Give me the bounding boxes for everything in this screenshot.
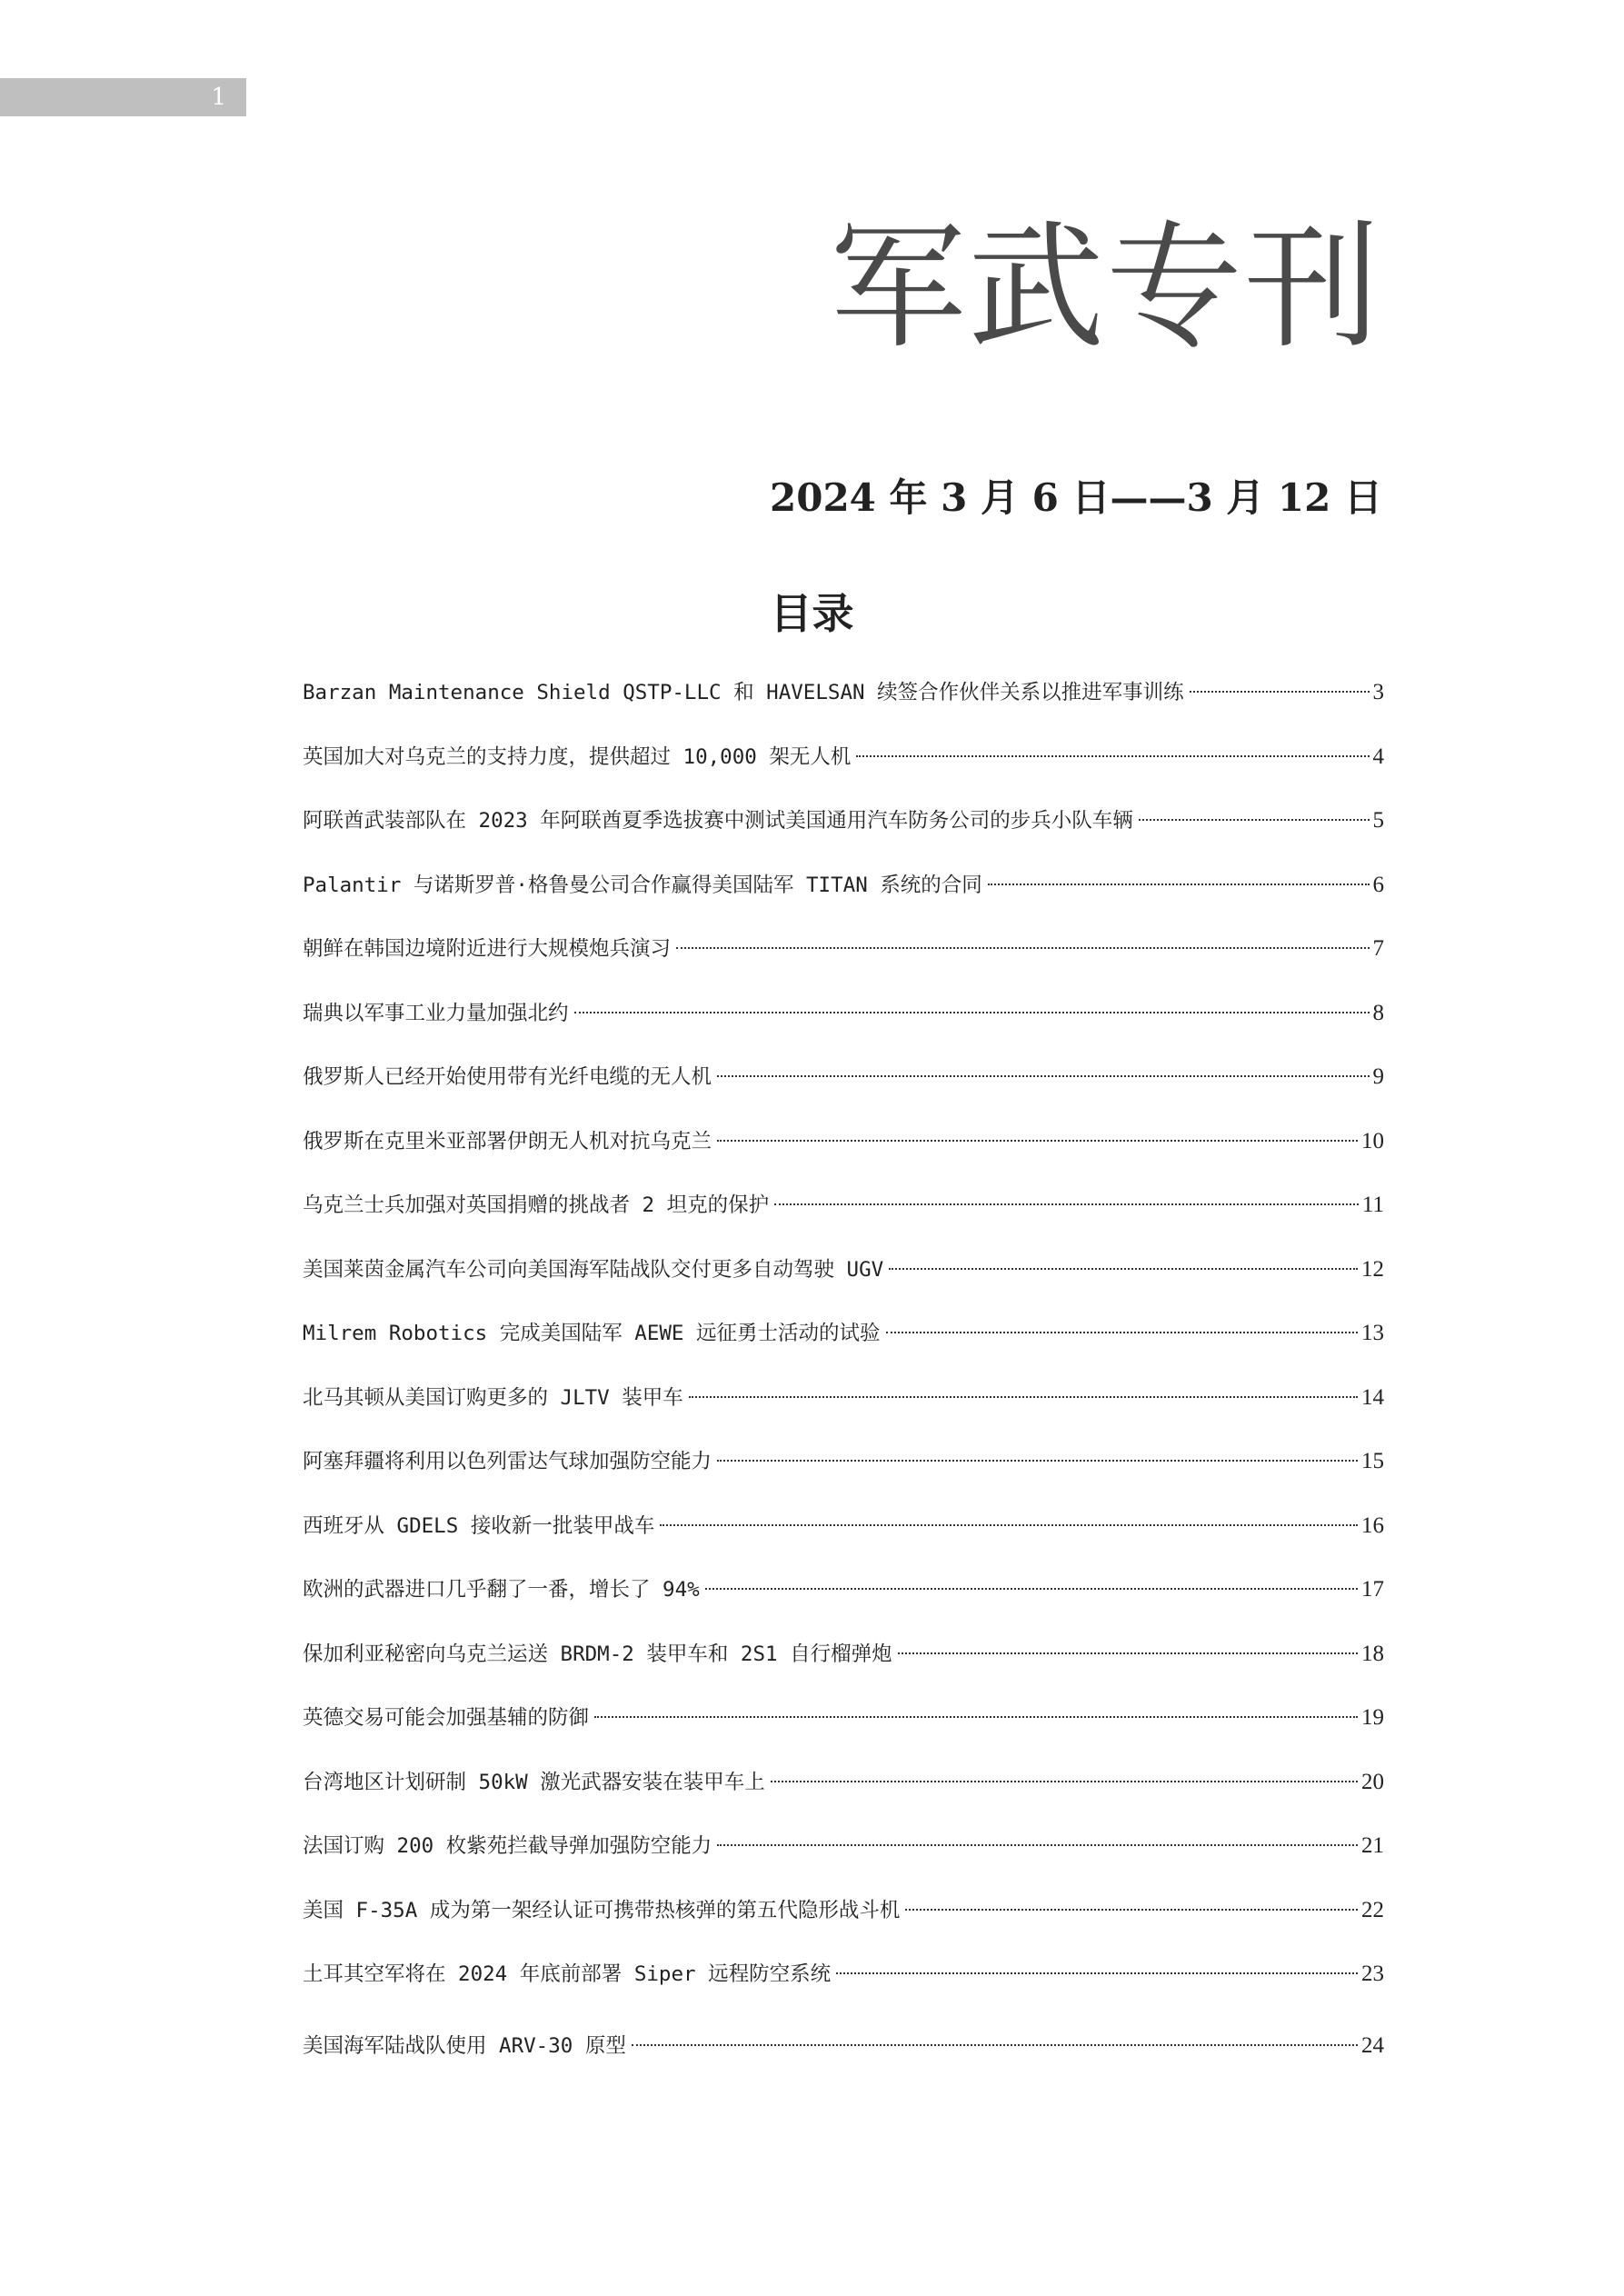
toc-entry-page: 11 bbox=[1361, 1193, 1384, 1217]
toc-entry[interactable] bbox=[303, 1366, 1384, 1431]
toc-entry-page: 6 bbox=[1372, 872, 1384, 897]
toc-entry[interactable] bbox=[303, 1942, 1384, 2007]
table-of-contents bbox=[303, 661, 1384, 2078]
toc-entry-title: 阿联酋武装部队在 2023 年阿联酋夏季选拔赛中测试美国通用汽车防务公司的步兵小队车辆 bbox=[303, 809, 1133, 833]
toc-entry-title: 台湾地区计划研制 50kW 激光武器安装在装甲车上 bbox=[303, 1770, 765, 1794]
toc-entry-title: 乌克兰士兵加强对英国捐赠的挑战者 2 坦克的保护 bbox=[303, 1193, 770, 1217]
toc-entry-page: 19 bbox=[1361, 1705, 1384, 1730]
toc-entry-title: 瑞典以军事工业力量加强北约 bbox=[303, 1001, 569, 1025]
toc-entry[interactable] bbox=[303, 1558, 1384, 1622]
toc-entry-page: 13 bbox=[1361, 1321, 1384, 1345]
toc-entry-title: 法国订购 200 枚紫苑拦截导弹加强防空能力 bbox=[303, 1834, 712, 1858]
toc-entry-title: 土耳其空军将在 2024 年底前部署 Siper 远程防空系统 bbox=[303, 1962, 832, 1986]
page-number: 1 bbox=[211, 84, 226, 111]
toc-entry-title: 阿塞拜疆将利用以色列雷达气球加强防空能力 bbox=[303, 1450, 712, 1473]
toc-entry[interactable] bbox=[303, 1686, 1384, 1751]
toc-dot-leader bbox=[717, 1075, 1369, 1077]
toc-entry[interactable] bbox=[303, 1751, 1384, 1815]
toc-dot-leader bbox=[717, 1844, 1358, 1846]
toc-entry[interactable] bbox=[303, 661, 1384, 725]
toc-dot-leader bbox=[689, 1396, 1358, 1398]
toc-entry-page: 7 bbox=[1372, 936, 1384, 961]
toc-entry[interactable] bbox=[303, 1173, 1384, 1238]
toc-entry[interactable] bbox=[303, 1302, 1384, 1366]
toc-entry[interactable] bbox=[303, 1879, 1384, 1943]
toc-entry[interactable] bbox=[303, 1430, 1384, 1494]
toc-dot-leader bbox=[889, 1268, 1358, 1270]
toc-dot-leader bbox=[574, 1012, 1370, 1013]
toc-entry-title: Milrem Robotics 完成美国陆军 AEWE 远征勇士活动的试验 bbox=[303, 1322, 881, 1345]
toc-entry-title: 欧洲的武器进口几乎翻了一番，增长了 94% bbox=[303, 1578, 700, 1602]
toc-entry-page: 23 bbox=[1361, 1962, 1384, 1986]
toc-entry-page: 9 bbox=[1372, 1064, 1384, 1089]
toc-entry-title: 俄罗斯人已经开始使用带有光纤电缆的无人机 bbox=[303, 1065, 712, 1089]
toc-entry[interactable] bbox=[303, 917, 1384, 982]
toc-entry-title: Barzan Maintenance Shield QSTP-LLC 和 HAVELSAN 续签合作伙伴关系以推进军事训练 bbox=[303, 681, 1184, 704]
toc-entry-title: 保加利亚秘密向乌克兰运送 BRDM-2 装甲车和 2S1 自行榴弹炮 bbox=[303, 1642, 892, 1666]
toc-entry[interactable] bbox=[303, 2014, 1384, 2079]
toc-dot-leader bbox=[717, 1460, 1358, 1462]
toc-heading: 目录 bbox=[770, 589, 854, 638]
toc-dot-leader bbox=[705, 1588, 1358, 1590]
toc-entry-title: 俄罗斯在克里米亚部署伊朗无人机对抗乌克兰 bbox=[303, 1129, 712, 1153]
toc-entry[interactable] bbox=[303, 854, 1384, 918]
toc-entry-page: 15 bbox=[1361, 1449, 1384, 1473]
toc-dot-leader bbox=[905, 1909, 1358, 1911]
toc-entry[interactable] bbox=[303, 1045, 1384, 1110]
toc-entry-title: 英国加大对乌克兰的支持力度，提供超过 10,000 架无人机 bbox=[303, 744, 852, 769]
toc-dot-leader bbox=[676, 947, 1369, 949]
toc-dot-leader bbox=[594, 1716, 1358, 1718]
toc-dot-leader bbox=[988, 883, 1370, 885]
toc-entry[interactable] bbox=[303, 1494, 1384, 1559]
toc-entry[interactable] bbox=[303, 982, 1384, 1046]
toc-entry-page: 14 bbox=[1361, 1384, 1384, 1410]
toc-entry-page: 8 bbox=[1372, 1000, 1384, 1025]
toc-entry-page: 22 bbox=[1361, 1897, 1384, 1922]
toc-entry[interactable] bbox=[303, 1110, 1384, 1174]
toc-entry[interactable] bbox=[303, 1238, 1384, 1303]
toc-dot-leader bbox=[836, 1972, 1358, 1974]
date-range: 2024 年 3 月 6 日——3 月 12 日 bbox=[770, 475, 1382, 520]
toc-entry-page: 17 bbox=[1361, 1577, 1384, 1602]
toc-entry-page: 18 bbox=[1361, 1641, 1384, 1666]
toc-entry-title: 美国 F-35A 成为第一架经认证可携带热核弹的第五代隐形战斗机 bbox=[303, 1898, 901, 1922]
toc-dot-leader bbox=[898, 1652, 1358, 1654]
toc-entry-title: Palantir 与诺斯罗普·格鲁曼公司合作赢得美国陆军 TITAN 系统的合同 bbox=[303, 873, 982, 897]
toc-entry-page: 21 bbox=[1361, 1833, 1384, 1858]
toc-dot-leader bbox=[886, 1332, 1358, 1333]
toc-entry-page: 4 bbox=[1372, 744, 1384, 769]
toc-entry[interactable] bbox=[303, 1622, 1384, 1687]
toc-entry-page: 20 bbox=[1361, 1769, 1384, 1794]
toc-entry-title: 北马其顿从美国订购更多的 JLTV 装甲车 bbox=[303, 1385, 683, 1410]
toc-entry-title: 西班牙从 GDELS 接收新一批装甲战车 bbox=[303, 1513, 655, 1538]
toc-dot-leader bbox=[632, 2044, 1358, 2046]
toc-dot-leader bbox=[856, 755, 1369, 757]
toc-dot-leader bbox=[717, 1140, 1358, 1142]
toc-entry[interactable] bbox=[303, 1814, 1384, 1879]
toc-entry-page: 16 bbox=[1361, 1512, 1384, 1538]
toc-dot-leader bbox=[771, 1781, 1358, 1782]
toc-entry-title: 英德交易可能会加强基辅的防御 bbox=[303, 1706, 590, 1730]
toc-entry-page: 24 bbox=[1361, 2032, 1384, 2058]
toc-entry-page: 5 bbox=[1372, 808, 1384, 833]
document-title: 军武专刊 bbox=[829, 209, 1382, 367]
toc-entry-page: 12 bbox=[1361, 1256, 1384, 1282]
toc-entry-title: 美国海军陆战队使用 ARV-30 原型 bbox=[303, 2033, 626, 2058]
toc-dot-leader bbox=[1190, 691, 1370, 693]
page-number-tab bbox=[0, 78, 246, 116]
toc-entry-page: 3 bbox=[1372, 680, 1384, 704]
toc-dot-leader bbox=[774, 1203, 1359, 1205]
toc-dot-leader bbox=[660, 1524, 1358, 1526]
toc-entry[interactable] bbox=[303, 725, 1384, 790]
toc-entry[interactable] bbox=[303, 789, 1384, 854]
toc-entry-page: 10 bbox=[1361, 1128, 1384, 1153]
toc-dot-leader bbox=[1139, 819, 1370, 821]
toc-entry-title: 美国莱茵金属汽车公司向美国海军陆战队交付更多自动驾驶 UGV bbox=[303, 1257, 884, 1282]
toc-entry-title: 朝鲜在韩国边境附近进行大规模炮兵演习 bbox=[303, 937, 672, 961]
